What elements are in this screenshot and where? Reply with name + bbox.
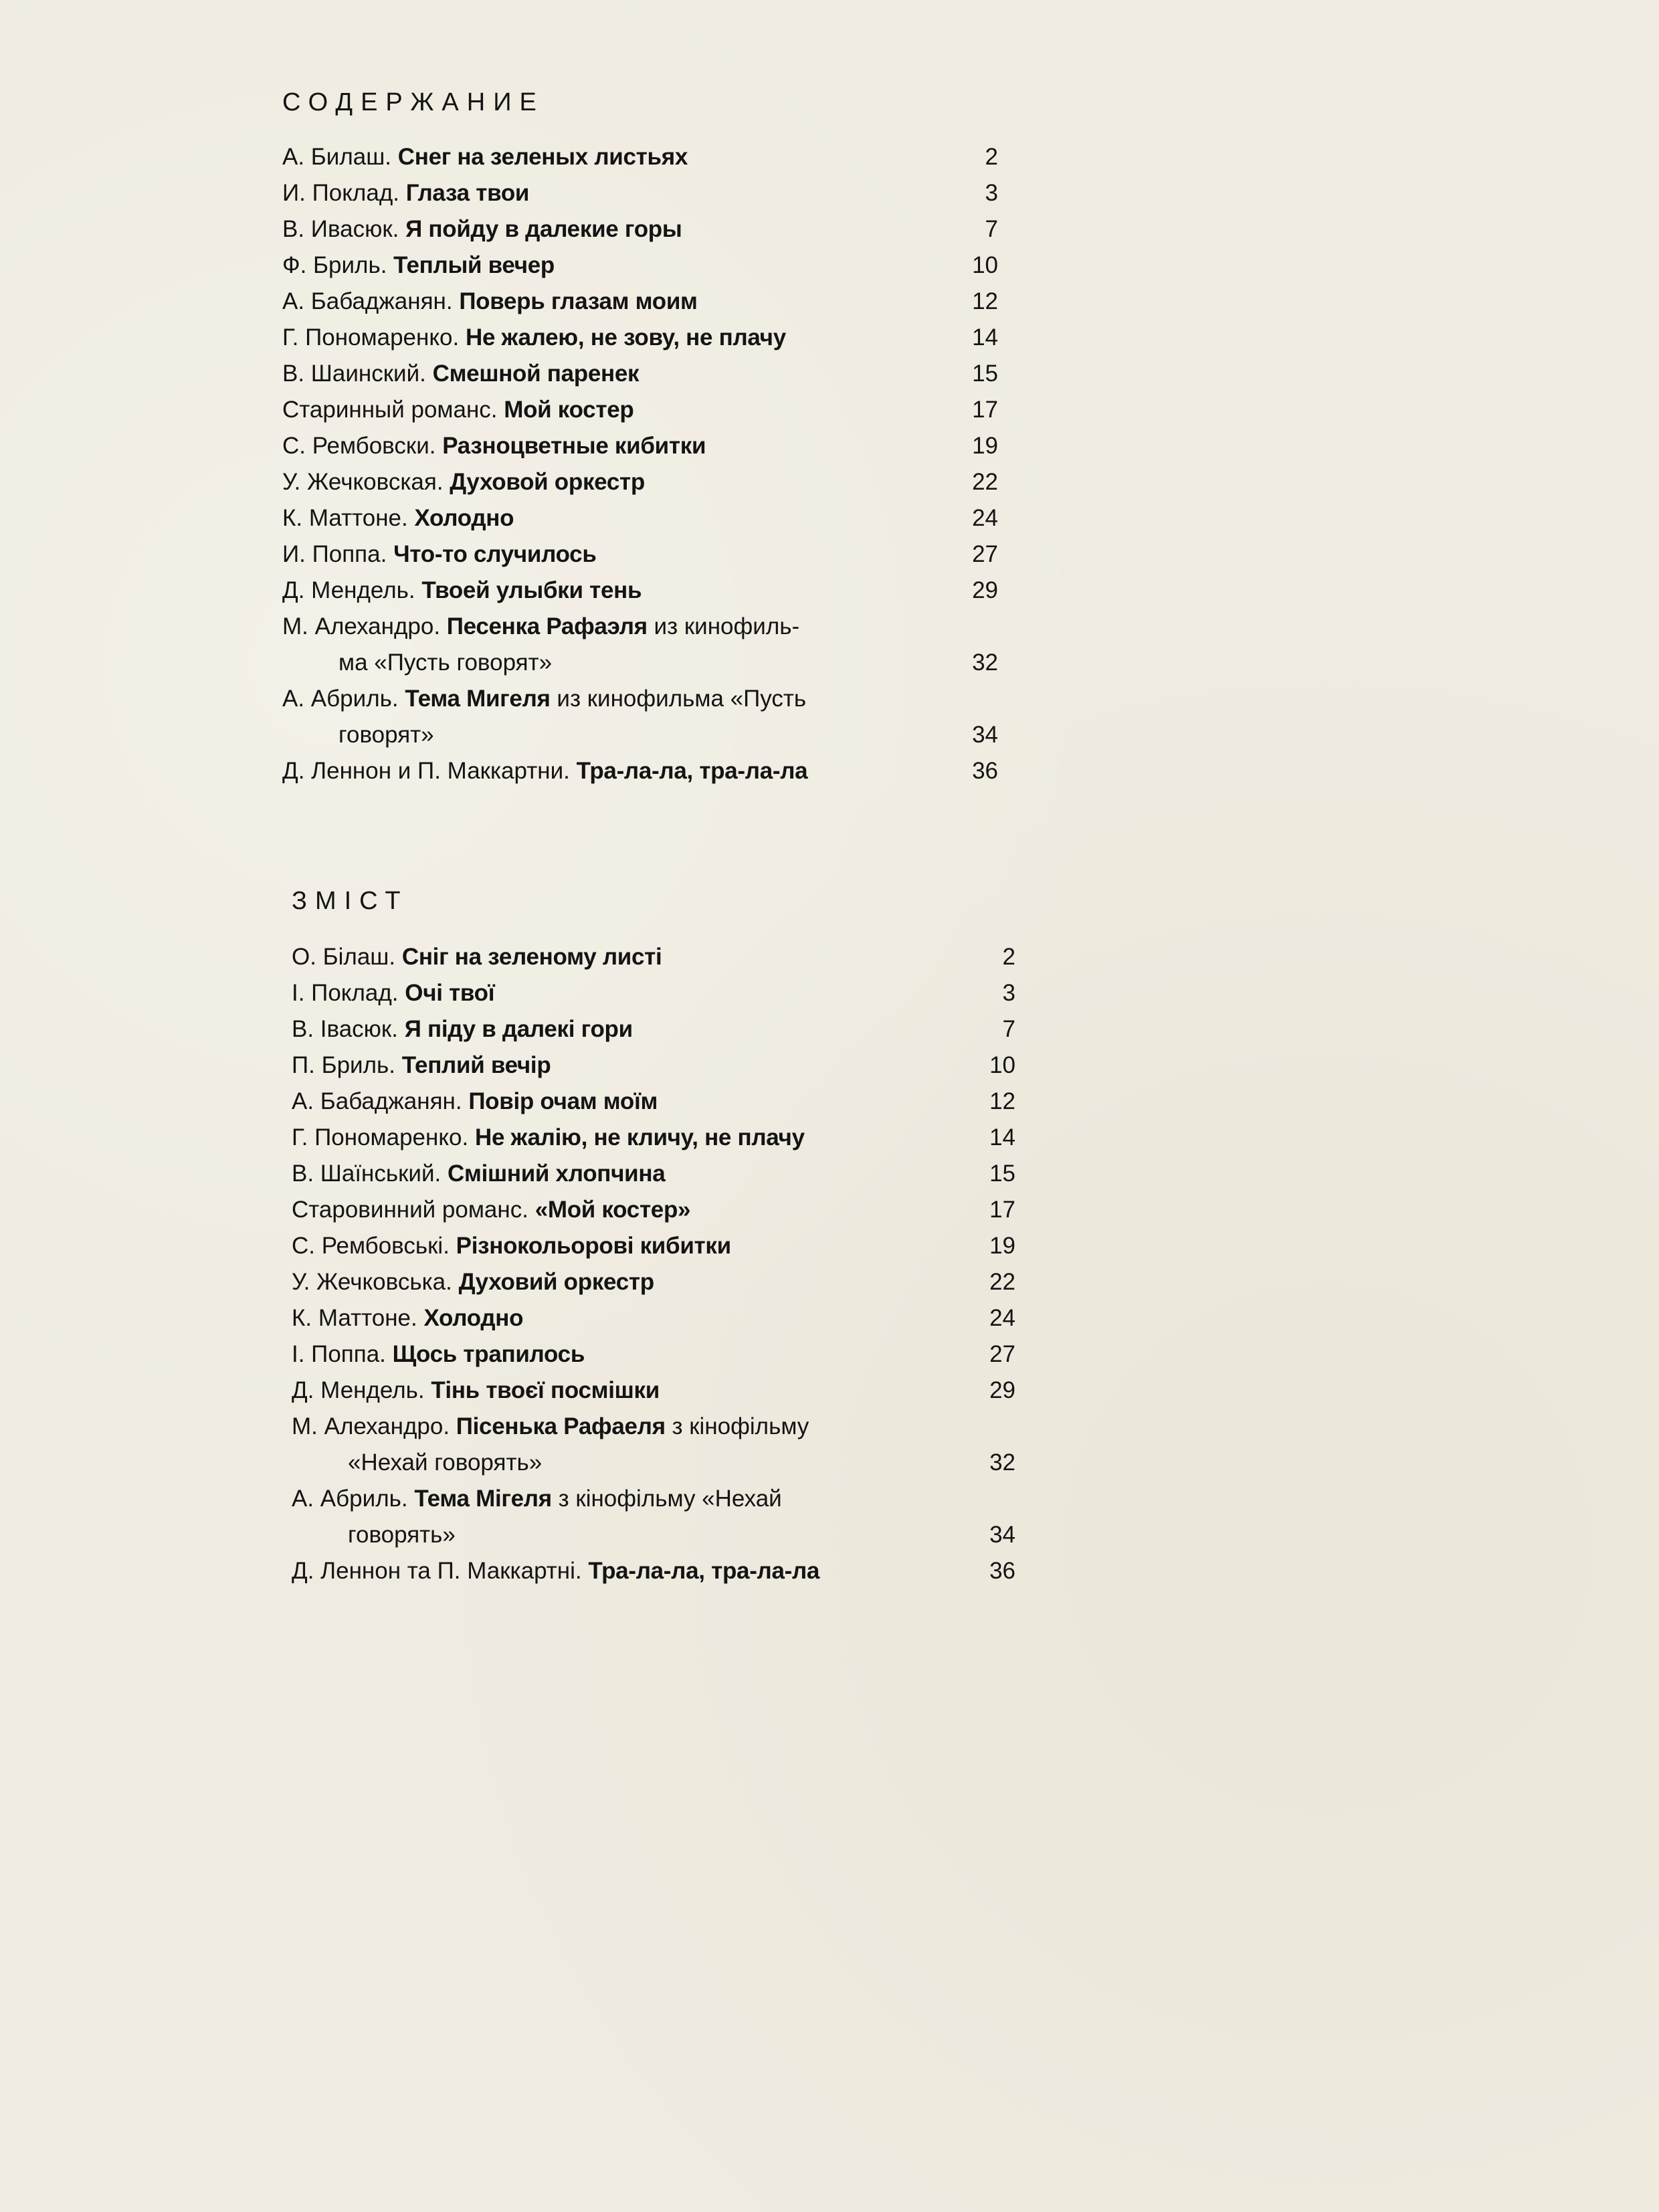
entry-first-line [282, 324, 786, 350]
entry-first-line [282, 541, 597, 567]
entry-continuation: говорять» [348, 1522, 456, 1548]
toc-entry[interactable] [292, 1011, 1015, 1047]
toc-entry[interactable] [282, 320, 998, 356]
entry-first-line [282, 577, 642, 603]
entry-page-number: 10 [972, 252, 998, 278]
toc-entry[interactable] [292, 975, 1015, 1011]
entry-first-line [292, 1558, 819, 1584]
entry-title: Поверь глазам моим [459, 288, 698, 314]
entry-first-line [282, 288, 698, 314]
entry-author: И. Поппа. [282, 541, 387, 567]
entry-first-line [282, 613, 799, 639]
entry-page-number: 19 [989, 1233, 1015, 1259]
toc-entry[interactable] [282, 500, 998, 536]
entry-continuation: «Нехай говорять» [348, 1449, 543, 1476]
entry-first-line [292, 1124, 805, 1150]
entry-page-number: 15 [972, 361, 998, 387]
entry-title: «Мой костер» [534, 1197, 691, 1223]
toc-entry[interactable] [282, 536, 998, 573]
entry-first-line [292, 1052, 551, 1078]
entry-page-number: 17 [989, 1197, 1015, 1223]
entry-first-line [282, 361, 639, 387]
entry-first-line [282, 180, 529, 206]
entry-page-number: 27 [972, 541, 998, 567]
entry-author: Д. Леннон и П. Маккартни. [282, 758, 570, 784]
entry-title: Різнокольорові кибитки [456, 1233, 731, 1259]
toc-section-ukrainian [292, 884, 1015, 1584]
entry-film-note: из кинофильма «Пусть [557, 686, 807, 712]
toc-entry[interactable] [292, 1336, 1015, 1373]
entry-page-number: 7 [985, 216, 998, 242]
toc-entry[interactable] [282, 753, 998, 789]
toc-entry[interactable] [282, 139, 998, 175]
toc-entry[interactable] [292, 1409, 1015, 1481]
toc-entry[interactable] [292, 1047, 1015, 1084]
entry-author: И. Поклад. [282, 180, 399, 206]
entry-author: Д. Леннон та П. Маккартні. [292, 1558, 582, 1584]
entry-author: В. Ивасюк. [282, 216, 399, 242]
entry-title: Тема Мігеля [414, 1486, 552, 1512]
entry-author: Г. Пономаренко. [282, 324, 460, 350]
entry-title: Холодно [423, 1305, 524, 1331]
entry-author: У. Жечковська. [292, 1269, 452, 1295]
entry-title: Теплий вечір [401, 1052, 551, 1078]
entry-first-line [282, 252, 555, 278]
entry-author: І. Поклад. [292, 980, 399, 1006]
entry-page-number: 22 [972, 469, 998, 495]
entry-page-number: 2 [1002, 944, 1015, 970]
entry-continuation: ма «Пусть говорят» [338, 649, 553, 676]
entry-page-number: 29 [989, 1377, 1015, 1403]
entry-page-number: 3 [1002, 980, 1015, 1006]
toc-entry[interactable] [292, 939, 1015, 975]
entry-first-line [282, 433, 706, 459]
toc-entry[interactable] [292, 1481, 1015, 1553]
entry-page-number: 34 [972, 722, 998, 748]
entry-title: Тінь твоєї посмішки [431, 1377, 660, 1403]
section-title: СОДЕРЖАНИЕ [282, 88, 545, 116]
entry-page-number: 27 [989, 1341, 1015, 1367]
entry-page-number: 36 [989, 1558, 1015, 1584]
entry-first-line [292, 1341, 585, 1367]
entry-title: Песенка Рафаэля [446, 613, 648, 639]
entry-author: К. Маттоне. [282, 505, 408, 531]
entry-author: С. Рембовські. [292, 1233, 450, 1259]
entry-title: Тра-ла-ла, тра-ла-ла [576, 758, 808, 784]
toc-entry[interactable] [292, 1156, 1015, 1192]
entry-page-number: 12 [972, 288, 998, 314]
entry-title: Смешной паренек [432, 361, 640, 387]
entry-title: Снег на зеленых листьях [397, 144, 688, 170]
toc-entry[interactable] [292, 1373, 1015, 1409]
entry-page-number: 24 [972, 505, 998, 531]
entry-page-number: 2 [985, 144, 998, 170]
entry-first-line [292, 980, 494, 1006]
entry-page-number: 7 [1002, 1016, 1015, 1042]
entry-author: В. Івасюк. [292, 1016, 398, 1042]
entry-page-number: 19 [972, 433, 998, 459]
entry-first-line [282, 686, 806, 712]
toc-entry[interactable] [282, 573, 998, 609]
entry-author: Ф. Бриль. [282, 252, 387, 278]
entry-title: Тема Мигеля [405, 686, 551, 712]
toc-entry[interactable] [292, 1228, 1015, 1264]
entry-first-line [282, 758, 807, 784]
toc-entry[interactable] [282, 392, 998, 428]
entry-author: Г. Пономаренко. [292, 1124, 469, 1150]
entry-title: Не жалею, не зову, не плачу [465, 324, 786, 350]
entry-first-line [292, 1269, 654, 1295]
entry-author: А. Бабаджанян. [282, 288, 453, 314]
entry-title: Смішний хлопчина [448, 1161, 666, 1187]
entry-title: Пісенька Рафаеля [456, 1413, 666, 1439]
entry-title: Духовой оркестр [450, 469, 645, 495]
entry-film-note: из кинофиль- [654, 613, 800, 639]
toc-list [282, 139, 998, 789]
entry-title: Я піду в далекі гори [404, 1016, 633, 1042]
toc-entry[interactable] [292, 1264, 1015, 1300]
entry-author: А. Абриль. [282, 686, 399, 712]
entry-author: О. Білаш. [292, 944, 396, 970]
toc-entry[interactable] [282, 609, 998, 681]
entry-first-line [292, 1486, 782, 1512]
entry-first-line [292, 1305, 523, 1331]
entry-first-line [282, 505, 514, 531]
entry-author: А. Билаш. [282, 144, 392, 170]
entry-title: Глаза твои [405, 180, 530, 206]
entry-page-number: 17 [972, 397, 998, 423]
entry-first-line [282, 144, 688, 170]
entry-author: У. Жечковская. [282, 469, 444, 495]
entry-author: С. Рембовски. [282, 433, 436, 459]
entry-page-number: 12 [989, 1088, 1015, 1114]
toc-entry[interactable] [282, 284, 998, 320]
entry-page-number: 15 [989, 1161, 1015, 1187]
entry-page-number: 32 [972, 649, 998, 676]
entry-title: Повір очам моїм [468, 1088, 658, 1114]
entry-title: Очі твої [405, 980, 495, 1006]
toc-section-russian [282, 86, 998, 784]
entry-title: Духовий оркестр [458, 1269, 654, 1295]
entry-author: Старинный романс. [282, 397, 498, 423]
entry-author: Д. Мендель. [282, 577, 415, 603]
entry-page-number: 29 [972, 577, 998, 603]
entry-author: М. Алехандро. [292, 1413, 450, 1439]
toc-entry[interactable] [292, 1553, 1015, 1589]
entry-page-number: 36 [972, 758, 998, 784]
entry-title: Теплый вечер [393, 252, 555, 278]
entry-first-line [292, 1377, 660, 1403]
entry-continuation: говорят» [338, 722, 434, 748]
entry-first-line [292, 1413, 809, 1439]
entry-first-line [282, 397, 633, 423]
entry-first-line [292, 944, 662, 970]
toc-entry[interactable] [292, 1084, 1015, 1120]
entry-author: М. Алехандро. [282, 613, 441, 639]
toc-entry[interactable] [282, 464, 998, 500]
entry-page-number: 14 [989, 1124, 1015, 1150]
entry-author: В. Шаїнський. [292, 1161, 442, 1187]
toc-entry[interactable] [282, 211, 998, 247]
entry-first-line [292, 1161, 665, 1187]
entry-author: В. Шаинский. [282, 361, 426, 387]
entry-page-number: 3 [985, 180, 998, 206]
entry-page-number: 24 [989, 1305, 1015, 1331]
entry-title: Твоей улыбки тень [421, 577, 642, 603]
entry-film-note: з кінофільму «Нехай [558, 1486, 782, 1512]
entry-first-line [282, 469, 645, 495]
entry-title: Сніг на зеленому листі [401, 944, 662, 970]
toc-entry[interactable] [282, 175, 998, 211]
entry-title: Что-то случилось [393, 541, 597, 567]
toc-list [292, 939, 1015, 1589]
entry-page-number: 10 [989, 1052, 1015, 1078]
entry-author: А. Бабаджанян. [292, 1088, 462, 1114]
entry-author: Д. Мендель. [292, 1377, 425, 1403]
toc-entry[interactable] [282, 681, 998, 753]
entry-title: Не жалію, не кличу, не плачу [474, 1124, 805, 1150]
toc-entry[interactable] [282, 356, 998, 392]
entry-author: Старовинний романс. [292, 1197, 528, 1223]
toc-entry[interactable] [292, 1120, 1015, 1156]
entry-film-note: з кінофільму [672, 1413, 809, 1439]
entry-title: Тра-ла-ла, тра-ла-ла [588, 1558, 820, 1584]
entry-page-number: 22 [989, 1269, 1015, 1295]
entry-first-line [292, 1088, 658, 1114]
entry-title: Разноцветные кибитки [442, 433, 706, 459]
entry-title: Мой костер [504, 397, 634, 423]
entry-author: А. Абриль. [292, 1486, 408, 1512]
toc-entry[interactable] [292, 1192, 1015, 1228]
entry-title: Холодно [414, 505, 514, 531]
entry-author: К. Маттоне. [292, 1305, 417, 1331]
entry-author: П. Бриль. [292, 1052, 395, 1078]
entry-title: Я пойду в далекие горы [405, 216, 682, 242]
entry-page-number: 34 [989, 1522, 1015, 1548]
entry-page-number: 14 [972, 324, 998, 350]
entry-title: Щось трапилось [392, 1341, 585, 1367]
entry-author: І. Поппа. [292, 1341, 386, 1367]
entry-first-line [292, 1016, 633, 1042]
toc-entry[interactable] [292, 1300, 1015, 1336]
entry-first-line [282, 216, 682, 242]
entry-first-line [292, 1197, 690, 1223]
toc-entry[interactable] [282, 247, 998, 284]
entry-first-line [292, 1233, 731, 1259]
entry-page-number: 32 [989, 1449, 1015, 1476]
section-title: ЗМІСТ [292, 887, 409, 915]
toc-entry[interactable] [282, 428, 998, 464]
